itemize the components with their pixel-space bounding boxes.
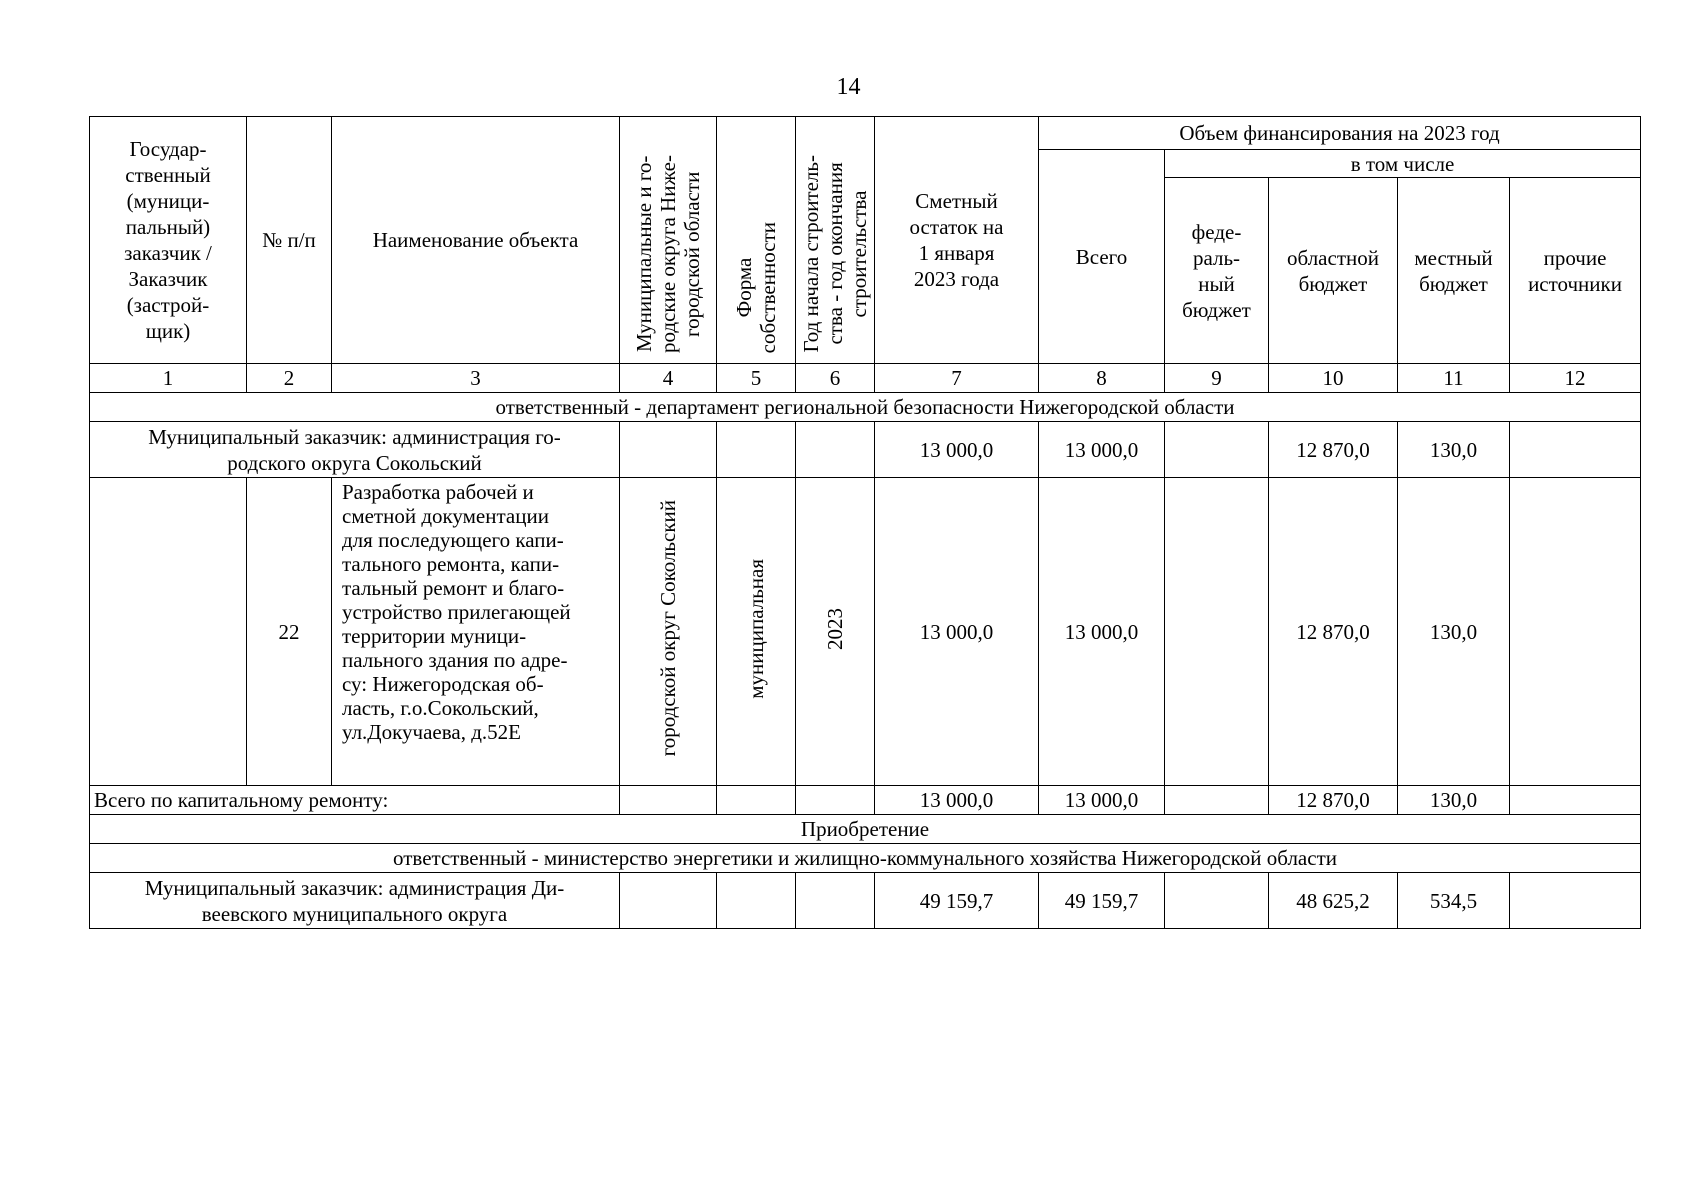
header-object-name: Наименование объекта <box>332 117 620 364</box>
header-including: в том числе <box>1165 150 1641 178</box>
column-number: 3 <box>332 364 620 393</box>
header-total: Всего <box>1039 150 1165 364</box>
header-municipality: Муниципальные и го- родские округа Ниже- городской области <box>620 117 717 364</box>
federal-value <box>1165 478 1269 786</box>
remainder-value: 13 000,0 <box>875 422 1039 478</box>
empty-cell <box>717 873 796 929</box>
customer-label: Муниципальный заказчик: администрация Ди- веевского муниципального округа <box>90 873 620 929</box>
empty-cell <box>796 873 875 929</box>
column-number: 2 <box>247 364 332 393</box>
other-value <box>1510 786 1641 815</box>
item-ownership: муниципальная <box>717 478 796 786</box>
federal-value <box>1165 422 1269 478</box>
column-numbers-row <box>90 364 1641 393</box>
section-title-acquisition: Приобретение <box>90 815 1641 844</box>
regional-value: 12 870,0 <box>1269 786 1398 815</box>
column-number: 12 <box>1510 364 1641 393</box>
section-title-security: ответственный - департамент региональной безопасности Нижегородской области <box>90 393 1641 422</box>
regional-value: 12 870,0 <box>1269 422 1398 478</box>
column-number: 5 <box>717 364 796 393</box>
item-number: 22 <box>247 478 332 786</box>
local-value: 534,5 <box>1398 873 1510 929</box>
local-value: 130,0 <box>1398 478 1510 786</box>
item-name: Разработка рабочей и сметной документации для последующего капи- тального ремонта, капи- тальный ремонт и благо- устройство прилегающей территории муници- пального здания по адре- су: Нижегородская об- ласть, г.о.Сокольский, ул.Докучаева, д.52Е <box>332 478 620 786</box>
empty-cell <box>796 422 875 478</box>
total-value: 49 159,7 <box>1039 873 1165 929</box>
customer-label: Муниципальный заказчик: администрация го- родского округа Сокольский <box>90 422 620 478</box>
item-row <box>90 478 1641 786</box>
local-value: 130,0 <box>1398 786 1510 815</box>
empty-cell <box>717 786 796 815</box>
header-row-1 <box>90 117 1641 150</box>
other-value <box>1510 478 1641 786</box>
financing-table <box>89 116 1641 929</box>
empty-cell <box>717 422 796 478</box>
header-other: прочие источники <box>1510 178 1641 364</box>
empty-cell <box>620 422 717 478</box>
header-item-number: № п/п <box>247 117 332 364</box>
local-value: 130,0 <box>1398 422 1510 478</box>
empty-cell <box>620 786 717 815</box>
repair-total-label: Всего по капитальному ремонту: <box>90 786 620 815</box>
header-financing: Объем финансирования на 2023 год <box>1039 117 1641 150</box>
empty-cell <box>90 478 247 786</box>
section-row <box>90 844 1641 873</box>
remainder-value: 13 000,0 <box>875 478 1039 786</box>
column-number: 9 <box>1165 364 1269 393</box>
section-row <box>90 815 1641 844</box>
header-federal: феде- раль- ный бюджет <box>1165 178 1269 364</box>
page-number: 14 <box>836 74 861 100</box>
column-number: 4 <box>620 364 717 393</box>
regional-value: 48 625,2 <box>1269 873 1398 929</box>
column-number: 8 <box>1039 364 1165 393</box>
federal-value <box>1165 786 1269 815</box>
empty-cell <box>796 786 875 815</box>
section-title-energy: ответственный - министерство энергетики и жилищно-коммунального хозяйства Нижегородской области <box>90 844 1641 873</box>
customer-row <box>90 873 1641 929</box>
header-regional: областной бюджет <box>1269 178 1398 364</box>
remainder-value: 49 159,7 <box>875 873 1039 929</box>
column-number: 11 <box>1398 364 1510 393</box>
customer-row <box>90 422 1641 478</box>
column-number: 7 <box>875 364 1039 393</box>
other-value <box>1510 873 1641 929</box>
header-local: местный бюджет <box>1398 178 1510 364</box>
empty-cell <box>620 873 717 929</box>
federal-value <box>1165 873 1269 929</box>
total-value: 13 000,0 <box>1039 422 1165 478</box>
section-row <box>90 393 1641 422</box>
column-number: 1 <box>90 364 247 393</box>
regional-value: 12 870,0 <box>1269 478 1398 786</box>
column-number: 6 <box>796 364 875 393</box>
other-value <box>1510 422 1641 478</box>
header-construction-years: Год начала строитель- ства - год окончания строительства <box>796 117 875 364</box>
header-ownership: Форма собственности <box>717 117 796 364</box>
remainder-value: 13 000,0 <box>875 786 1039 815</box>
item-municipality: городской округ Сокольский <box>620 478 717 786</box>
repair-total-row <box>90 786 1641 815</box>
total-value: 13 000,0 <box>1039 786 1165 815</box>
column-number: 10 <box>1269 364 1398 393</box>
header-customer: Государ- ственный (муници- пальный) заказчик / Заказчик (застрой- щик) <box>90 117 247 364</box>
item-year: 2023 <box>796 478 875 786</box>
header-estimate-remainder: Сметный остаток на 1 января 2023 года <box>875 117 1039 364</box>
total-value: 13 000,0 <box>1039 478 1165 786</box>
